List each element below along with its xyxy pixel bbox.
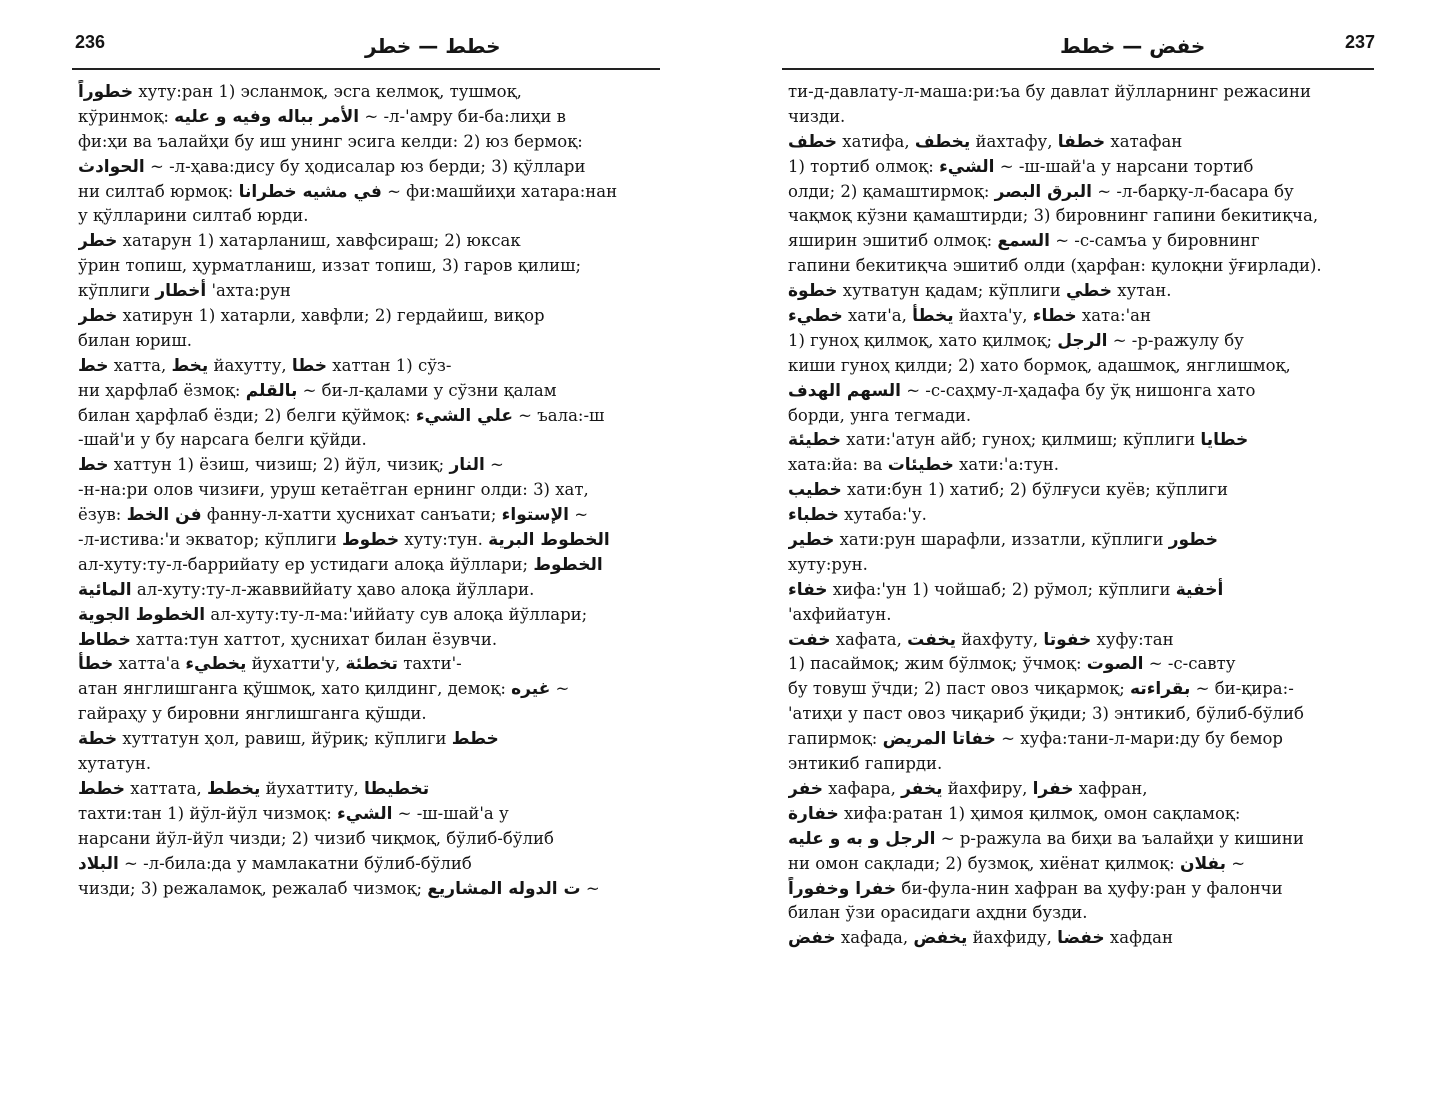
text-line [78,354,668,379]
text-line [78,453,668,478]
arabic-headword: يخطأ [912,306,954,327]
line-text: الرجل و به و عليه ~ р-ражула ва биҳи ва ъалайҳи у кишини [788,828,1304,849]
text-line [78,752,668,777]
text-line [788,428,1376,453]
text-line [78,852,668,877]
text-line [788,852,1376,877]
header-rule [72,68,660,70]
arabic-headword: خطيء [788,306,843,327]
line-text: خطاط хатта:тун хаттот, ҳуснихат билан ёзувчи. [78,629,498,650]
text-line [788,329,1376,354]
page-number: 236 [75,32,106,52]
arabic-headword: أخطار [155,281,207,302]
line-text: билан юриш. [78,330,193,350]
text-line [788,379,1376,404]
line-text: 'ахфийатун. [788,604,892,624]
arabic-headword: يخفت [907,629,956,650]
line-text: خطر хатарун 1) хатарланиш, хавфсираш; 2) юксак [78,231,521,252]
text-line [78,204,668,229]
page-number: 237 [1345,32,1376,52]
text-line [788,404,1376,429]
line-text: -шай'и у бу нарсага белги қўйди. [78,430,367,450]
text-line [788,105,1376,130]
text-line [788,528,1376,553]
arabic-headword: تخطيطا [364,778,430,799]
header-rule [782,68,1374,70]
arabic-headword: الرجل [1057,330,1108,351]
arabic-headword: خط [78,355,109,376]
arabic-headword: السمع [997,231,1050,252]
arabic-headword: يخطف [914,131,971,152]
arabic-headword: البرق البصر [994,181,1092,202]
text-line [788,130,1376,155]
arabic-headword: خفوتا [1043,629,1092,650]
text-line [788,354,1376,379]
text-line [78,80,668,105]
line-text: خطباء хутаба:'у. [788,505,927,526]
arabic-headword: يخفر [901,778,943,799]
arabic-headword: الشيء [337,803,393,824]
arabic-headword: ت الدوله المشاريع [427,878,581,899]
line-text: 1) тортиб олмоқ: الشيء ~ -ш-шай'а у нарсани тортиб [788,156,1254,177]
arabic-headword: البلاد [78,853,119,874]
arabic-headword: السهم الهدف [788,380,901,401]
line-text: хуту:рун. [788,554,868,574]
arabic-headword: خط [78,455,109,476]
text-line [78,578,668,603]
arabic-headword: بفلان [1179,853,1226,874]
right-page [720,0,1440,1114]
text-line [788,702,1376,727]
text-line [78,702,668,727]
line-text: энтикиб гапирди. [788,754,943,774]
line-text: хата:йа: ва خطيئات хати:'а:тун. [788,455,1059,476]
line-text: ни силтаб юрмоқ: في مشيه خطرانا ~ фи:машйиҳи хатара:нан [78,181,618,202]
arabic-headword: خطيب [788,480,842,501]
line-text: ал-хуту:ту-л-баррийату ер устидаги алоқа йўллари; الخطوط [78,554,603,575]
line-text: خط хаттун 1) ёзиш, чизиш; 2) йўл, чизиқ; النار ~ [78,455,504,476]
line-text: المائية ал-хуту:ту-л-жаввиййату ҳаво алоқа йўллари. [78,579,535,600]
arabic-headword: علي الشيء [415,405,513,426]
arabic-headword: خطاط [78,629,131,650]
line-text: خفت хафата, يخفت йахфуту, خفوتا хуфу:тан [788,629,1174,650]
arabic-headword: يخط [171,355,209,376]
line-text: кўринмоқ: الأمر بباله وفيه و عليه ~ -л-'амру би-ба:лиҳи в [78,106,566,127]
line-text: خطف хатифа, يخطف йахтафу, خطفا хатафан [788,131,1183,152]
line-text: خفض хафада, يخفض йахфиду, خفضا хафдан [788,928,1173,949]
line-text: олди; 2) қамаштирмоқ: البرق البصر ~ -л-барқу-л-басара бу [788,181,1294,202]
line-text: тахти:тан 1) йўл-йўл чизмоқ: الشيء ~ -ш-шай'а у [78,803,509,824]
text-line [788,304,1376,329]
arabic-headword: خطر [78,306,118,327]
arabic-headword: خطوراً [78,82,134,102]
arabic-headword: خطاء [1032,306,1077,327]
text-line [78,428,668,453]
arabic-headword: الحوادث [78,156,145,177]
arabic-headword: الخطوط [533,554,603,575]
line-text: атан янглишганга қўшмоқ, хато қилдинг, демоқ: غيره ~ [78,679,570,700]
arabic-headword: خطا [291,355,328,376]
line-text: خفارة хифа:ратан 1) ҳимоя қилмоқ, омон сақламоқ: [788,803,1241,824]
text-line [788,578,1376,603]
text-line [788,453,1376,478]
line-text: الحوادث ~ -л-ҳава:дису бу ҳодисалар юз берди; 3) қўллари [78,156,586,177]
line-text: خطير хати:рун шарафли, иззатли, кўплиги خطور [788,530,1218,551]
arabic-headword: خطفا [1057,131,1106,152]
line-text: خطأ хатта'а يخطيء йухатти'у, تخطئة тахти'- [78,654,462,675]
arabic-headword: خفض [788,928,836,949]
arabic-headword: خطف [788,131,838,152]
arabic-headword: خطوة [788,281,838,302]
line-text: خطوة хутватун қадам; кўплиги خطي хутан. [788,281,1172,302]
text-line [788,926,1376,951]
line-text: кўплиги أخطار 'ахта:рун [78,281,291,302]
arabic-headword: خطأ [78,654,114,675]
text-line [78,130,668,155]
arabic-headword: يخطيء [185,654,247,675]
line-text: خط хатта, يخط йахутту, خطا хаттан 1) сўз- [78,355,452,376]
text-line [788,204,1376,229]
arabic-headword: خفارة [788,803,839,824]
text-line [78,802,668,827]
arabic-headword: خفاء [788,579,828,600]
arabic-headword: بالقلم [245,380,298,401]
running-head: خفض — خطط [1060,34,1206,58]
arabic-headword: الإستواء [501,505,569,526]
line-text: ни ҳарфлаб ёзмоқ: بالقلم ~ би-л-қалами у сўзни қалам [78,380,557,401]
arabic-headword: خفت [788,629,831,650]
line-text: خفاء хифа:'ун 1) чойшаб; 2) рўмол; кўплиги أخفية [788,579,1224,600]
line-text: خطة хуттатун ҳол, равиш, йўриқ; кўплиги خطط [78,729,499,750]
line-text: الخطوط الجوية ал-хуту:ту-л-ма:'иййату сув алоқа йўллари; [78,604,588,625]
line-text: гапини бекитиқча эшитиб олди (ҳарфан: қулоқни ўғирлади). [788,256,1322,276]
text-line [78,603,668,628]
arabic-headword: خطط [451,729,499,750]
text-line [788,279,1376,304]
arabic-headword: في مشيه خطرانا [238,181,382,202]
arabic-headword: خطي [1065,281,1112,302]
running-head: خطط — خطر [365,34,501,58]
line-text: خفر хафара, يخفر йахфиру, خفرا хафран, [788,778,1148,799]
line-text: хутатун. [78,754,152,774]
line-text: -н-на:ри олов чизиғи, уруш кетаётган ернинг олди: 3) хат, [78,480,589,500]
text-line [788,901,1376,926]
line-text: гапирмоқ: خفاتا المريض ~ хуфа:тани-л-мари:ду бу бемор [788,729,1283,750]
arabic-headword: غيره [511,679,551,700]
line-text: билан ҳарфлаб ёзди; 2) белги қўймоқ: علي الشيء ~ ъала:-ш [78,405,605,426]
arabic-headword: خطط [78,778,126,799]
text-line [788,155,1376,180]
text-line [78,329,668,354]
line-text: чақмоқ кўзни қамаштирди; 3) бировнинг гапини бекитиқча, [788,206,1319,226]
line-text: 1) гуноҳ қилмоқ, хато қилмоқ; الرجل ~ -р-ражулу бу [788,330,1244,351]
line-text: خطيء хати'а, يخطأ йахта'у, خطاء хата:'ан [788,306,1151,327]
text-line [78,727,668,752]
text-line [78,777,668,802]
line-text: ёзув: فن الخط фанну-л-хатти ҳуснихат санъати; الإستواء ~ [78,505,589,526]
text-line [78,652,668,677]
arabic-headword: الأمر بباله وفيه و عليه [174,106,360,127]
arabic-headword: الصوت [1086,654,1144,675]
arabic-headword: خفرا وخفوراً [788,878,897,899]
right-text-column [788,80,1376,951]
text-line [788,603,1376,628]
line-text: ни омон сақлади; 2) бузмоқ, хиёнат қилмоқ: بفلان ~ [788,853,1246,874]
text-line [788,827,1376,852]
arabic-headword: الخطوط الجوية [78,604,206,625]
text-line [78,404,668,429]
text-line [78,379,668,404]
text-line [788,503,1376,528]
text-line [78,155,668,180]
text-line [788,553,1376,578]
arabic-headword: فن الخط [126,505,202,526]
line-text: бу товуш ўчди; 2) паст овоз чиқармоқ; بقراءته ~ би-қира:- [788,679,1294,700]
text-line [788,180,1376,205]
line-text: -л-истива:'и экватор; кўплиги خطوط хуту:тун. الخطوط البرية [78,530,610,551]
arabic-headword: الشيء [939,156,995,177]
text-line [78,827,668,852]
arabic-headword: خطير [788,530,835,551]
text-line [788,752,1376,777]
text-line [788,254,1376,279]
arabic-headword: خفر [788,778,824,799]
arabic-headword: الرجل و به و عليه [788,828,936,849]
arabic-headword: أخفية [1175,579,1224,600]
arabic-headword: خفاتا المريض [882,729,996,750]
text-line [78,304,668,329]
line-text: у қўлларини силтаб юрди. [78,206,309,226]
text-line [788,677,1376,702]
arabic-headword: خطر [78,231,118,252]
line-text: خطط хаттата, يخطط йухаттиту, تخطيطا [78,778,430,799]
line-text: 1) пасаймоқ; жим бўлмоқ; ўчмоқ: الصوت ~ -с-савту [788,654,1236,675]
text-line [78,279,668,304]
arabic-headword: خفضا [1057,928,1105,949]
line-text: ўрин топиш, ҳурматланиш, иззат топиш, 3) гаров қилиш; [78,256,582,276]
arabic-headword: المائية [78,579,132,600]
line-text: البلاد ~ -л-била:да у мамлакатни бўлиб-бўлиб [78,853,472,874]
text-line [788,478,1376,503]
arabic-headword: يخفض [913,928,968,949]
line-text: киши гуноҳ қилди; 2) хато бормоқ, адашмоқ, янглишмоқ, [788,355,1291,375]
text-line [788,628,1376,653]
arabic-headword: بقراءته [1130,679,1191,700]
line-text: чизди; 3) режаламоқ, режалаб чизмоқ; ت الدوله المشاريع ~ [78,878,600,899]
arabic-headword: يخطط [206,778,261,799]
arabic-headword: خطوط [341,530,400,551]
arabic-headword: الخطوط البرية [488,530,610,551]
line-text: خفرا وخفوراً би-фула-нин хафран ва ҳуфу:ран у фалончи [788,878,1283,899]
text-line [788,727,1376,752]
text-line [78,677,668,702]
text-line [78,877,668,902]
arabic-headword: خطايا [1200,430,1249,451]
left-text-column [78,80,668,901]
arabic-headword: خطة [78,729,118,750]
text-line [788,80,1376,105]
text-line [788,777,1376,802]
arabic-headword: خطباء [788,505,839,526]
text-line [78,180,668,205]
text-line [78,254,668,279]
text-line [78,105,668,130]
text-line [788,802,1376,827]
arabic-headword: تخطئة [345,654,398,675]
line-text: нарсани йўл-йўл чизди; 2) чизиб чиқмоқ, бўлиб-бўлиб [78,828,554,848]
text-line [788,877,1376,902]
text-line [78,528,668,553]
line-text: ти-д-давлату-л-маша:ри:ъа бу давлат йўлларнинг режасини [788,82,1312,101]
arabic-headword: خطيئة [788,430,842,451]
text-line [78,628,668,653]
arabic-headword: خفرا [1032,778,1074,799]
line-text: яширин эшитиб олмоқ: السمع ~ -с-самъа у бировнинг [788,231,1260,252]
arabic-headword: خطور [1168,530,1218,551]
text-line [78,478,668,503]
text-line [78,553,668,578]
line-text: гайраҳу у бировни янглишганга қўшди. [78,704,427,724]
line-text: 'атиҳи у паст овоз чиқариб ўқиди; 3) энтикиб, бўлиб-бўлиб [788,704,1304,724]
line-text: фи:ҳи ва ъалайҳи бу иш унинг эсига келди: 2) юз бермоқ: [78,131,583,151]
arabic-headword: النار [449,455,485,476]
line-text: خطيئة хати:'атун айб; гуноҳ; қилмиш; кўплиги خطايا [788,430,1249,451]
line-text: борди, унга тегмади. [788,405,972,425]
arabic-headword: خطيئات [887,455,954,476]
line-text: خطوراً хуту:ран 1) эсланмоқ, эсга келмоқ, тушмоқ, [78,82,522,102]
text-line [788,229,1376,254]
text-line [78,229,668,254]
line-text: чизди. [788,106,846,126]
line-text: билан ўзи орасидаги аҳдни бузди. [788,903,1088,923]
text-line [78,503,668,528]
line-text: السهم الهدف ~ -с-саҳму-л-ҳадафа бу ўқ нишонга хато [788,380,1256,401]
line-text: خطر хатирун 1) хатарли, хавфли; 2) гердайиш, виқор [78,306,545,327]
line-text: خطيب хати:бун 1) хатиб; 2) бўлғуси куёв; кўплиги [788,480,1229,501]
text-line [788,652,1376,677]
